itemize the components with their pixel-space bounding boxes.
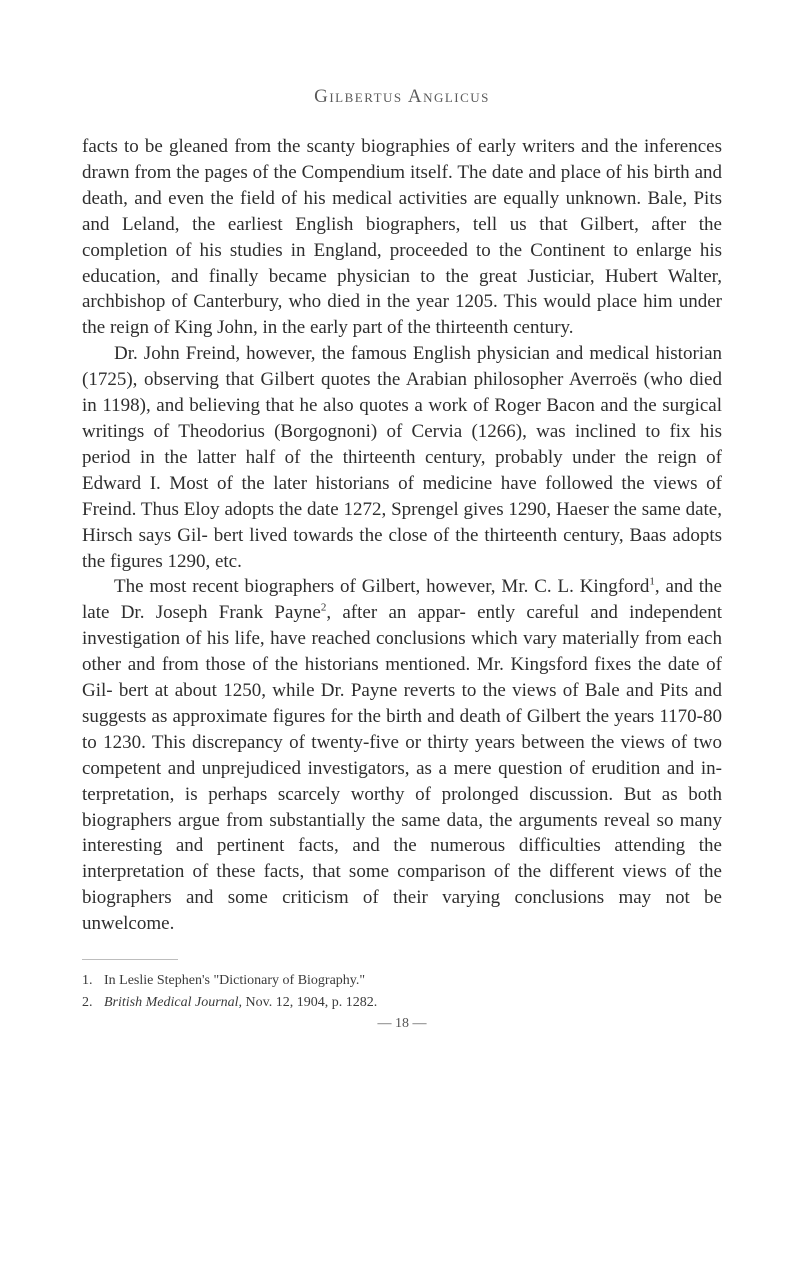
footnote-number: 2. <box>82 995 93 1011</box>
paragraph-3-part1: The most recent biographers of Gilbert, however, Mr. C. L. Kingford <box>114 576 650 598</box>
footnote-journal-title: British Medical Journal, <box>104 995 243 1011</box>
footnote-number: 1. <box>82 973 93 989</box>
footnote-2 <box>82 992 722 1014</box>
page-number: — 18 — <box>377 1016 427 1032</box>
footnote-text: In Leslie Stephen's "Dictionary of Biography." <box>104 973 366 989</box>
paragraph-2: Dr. John Freind, however, the famous English physician and medical historian (1725), observing that Gilbert quotes the Arabian philosopher Averroës (who died in 1198), and believing that he also quotes a work of Roger Bacon and the surgical writings of Theodorius (Borgognoni) of Cervia (1266), was inclined to fix his period in the latter half of the thirteenth century, probably under the reign of Edward I. Most of the later historians of medicine have followed the views of Freind. Thus Eloy adopts the date 1272, Sprengel gives 1290, Haeser the same date, Hirsch says Gil- bert lived towards the close of the thirteenth century, Baas adopts the figures 1290, etc. <box>82 343 722 572</box>
footnote-text: Nov. 12, 1904, p. 1282. <box>242 995 378 1011</box>
footnote-ref-1: 1 <box>649 576 655 589</box>
paragraph-3 <box>82 574 722 937</box>
running-head: Gilbertus Anglicus <box>314 86 490 107</box>
paragraph-3-part2: , and the late Dr. Joseph Frank Payne <box>82 576 722 624</box>
footnote-1 <box>82 970 722 992</box>
footnote-ref-2: 2 <box>320 601 327 614</box>
paragraph-1: facts to be gleaned from the scanty biographies of early writers and the inferences drawn from the pages of the Compendium itself. The date and place of his birth and death, and even the field of his medical activities are equally unknown. Bale, Pits and Leland, the earliest English biographers, tell us that Gilbert, after the completion of his studies in England, proceeded to the Continent to enlarge his education, and finally became physician to the great Justiciar, Hubert Walter, archbishop of Canterbury, who died in the year 1205. This would place him under the reign of King John, in the early part of the thirteenth century. <box>82 136 722 339</box>
footnotes <box>82 970 722 1014</box>
page <box>82 0 722 1032</box>
footnote-divider <box>82 959 178 960</box>
paragraph-3-part3: , after an appar- ently careful and independent investigation of his life, have reached conclusions which vary materially from each other and from those of the historians mentioned. Mr. Kingsford fixes the date of Gil- bert at about 1250, while Dr. Payne reverts to the views of Bale and Pits and suggests as approximate figures for the birth and death of Gilbert the years 1170-80 to 1230. This discrepancy of twenty-five or thirty years between the views of two competent and unprejudiced investigators, as a mere question of erudition and in- terpretation, is perhaps scarcely worthy of prolonged discussion. But as both biographers argue from substantially the same data, the arguments reveal so many interesting and pertinent facts, and the numerous difficulties attending the interpretation of these facts, that some comparison of the different views of the biographers and some criticism of their varying conclusions may not be unwelcome. <box>82 602 723 935</box>
